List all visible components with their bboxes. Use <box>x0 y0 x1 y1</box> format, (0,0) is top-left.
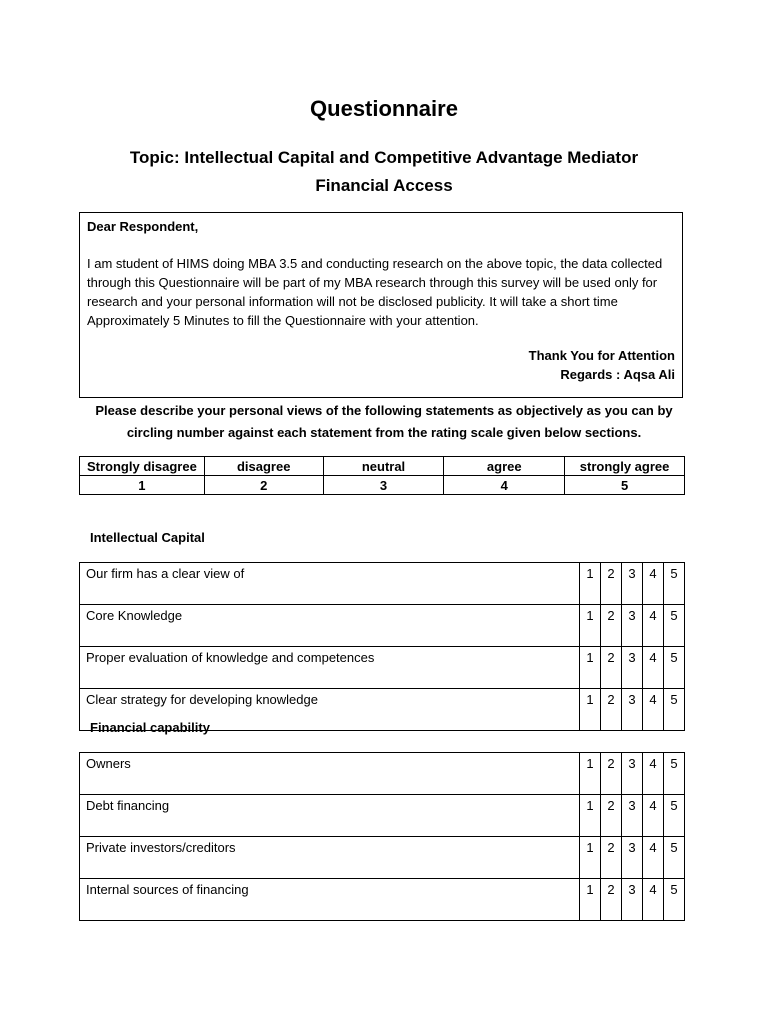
scale-label: strongly agree <box>565 457 685 476</box>
rating-option[interactable]: 3 <box>622 605 643 647</box>
rating-option[interactable]: 4 <box>643 689 664 731</box>
rating-option[interactable]: 4 <box>643 795 664 837</box>
rating-option[interactable]: 4 <box>643 563 664 605</box>
rating-option[interactable]: 4 <box>643 837 664 879</box>
question-row <box>80 563 685 605</box>
rating-option[interactable]: 4 <box>643 647 664 689</box>
question-row <box>80 647 685 689</box>
topic-line-1: Topic: Intellectual Capital and Competitive Advantage Mediator <box>129 148 639 167</box>
rating-option[interactable]: 2 <box>601 753 622 795</box>
question-row <box>80 605 685 647</box>
rating-option[interactable]: 3 <box>622 795 643 837</box>
rating-option[interactable]: 1 <box>580 689 601 731</box>
rating-option[interactable]: 3 <box>622 689 643 731</box>
letter-body: I am student of HIMS doing MBA 3.5 and conducting research on the above topic, the data collected through this Questionnaire will be part of my MBA research through this survey will be used only for research and your personal information will not be disclosed publicity. It will take a short time Approximately 5 Minutes to fill the Questionnaire with your attention. <box>87 256 663 328</box>
question-text: Owners <box>80 753 580 795</box>
question-text: Proper evaluation of knowledge and competences <box>80 647 580 689</box>
rating-scale-table <box>79 456 685 495</box>
scale-value: 1 <box>80 476 205 495</box>
rating-option[interactable]: 2 <box>601 647 622 689</box>
rating-option[interactable]: 2 <box>601 837 622 879</box>
scale-label: disagree <box>204 457 323 476</box>
scale-value-row <box>80 476 685 495</box>
respondent-letter <box>79 212 683 398</box>
rating-option[interactable]: 5 <box>664 753 685 795</box>
question-row <box>80 795 685 837</box>
rating-option[interactable]: 3 <box>622 879 643 921</box>
rating-option[interactable]: 3 <box>622 753 643 795</box>
question-text: Internal sources of financing <box>80 879 580 921</box>
topic-heading <box>100 144 668 200</box>
rating-option[interactable]: 1 <box>580 647 601 689</box>
scale-value: 3 <box>323 476 444 495</box>
rating-option[interactable]: 3 <box>622 837 643 879</box>
rating-option[interactable]: 4 <box>643 605 664 647</box>
page-title: Questionnaire <box>310 96 458 121</box>
scale-label-row <box>80 457 685 476</box>
rating-option[interactable]: 1 <box>580 605 601 647</box>
rating-option[interactable]: 1 <box>580 563 601 605</box>
rating-option[interactable]: 2 <box>601 689 622 731</box>
intellectual-capital-table <box>79 562 685 731</box>
letter-thanks: Thank You for Attention <box>528 348 675 363</box>
rating-option[interactable]: 2 <box>601 563 622 605</box>
rating-option[interactable]: 5 <box>664 795 685 837</box>
rating-option[interactable]: 2 <box>601 605 622 647</box>
rating-option[interactable]: 5 <box>664 563 685 605</box>
rating-option[interactable]: 5 <box>664 879 685 921</box>
question-row <box>80 753 685 795</box>
financial-capability-table <box>79 752 685 921</box>
rating-option[interactable]: 1 <box>580 795 601 837</box>
rating-option[interactable]: 1 <box>580 879 601 921</box>
rating-option[interactable]: 5 <box>664 647 685 689</box>
scale-value: 4 <box>444 476 565 495</box>
rating-option[interactable]: 2 <box>601 879 622 921</box>
rating-option[interactable]: 3 <box>622 563 643 605</box>
scale-label: agree <box>444 457 565 476</box>
question-text: Our firm has a clear view of <box>80 563 580 605</box>
rating-option[interactable]: 1 <box>580 753 601 795</box>
question-text: Clear strategy for developing knowledge <box>80 689 580 731</box>
rating-option[interactable]: 4 <box>643 879 664 921</box>
question-text: Private investors/creditors <box>80 837 580 879</box>
rating-option[interactable]: 3 <box>622 647 643 689</box>
letter-regards: Regards : Aqsa Ali <box>560 367 675 382</box>
section-label-financial-capability: Financial capability <box>90 720 210 735</box>
rating-option[interactable]: 1 <box>580 837 601 879</box>
rating-option[interactable]: 2 <box>601 795 622 837</box>
section-label-intellectual-capital: Intellectual Capital <box>90 530 205 545</box>
scale-value: 5 <box>565 476 685 495</box>
rating-option[interactable]: 5 <box>664 837 685 879</box>
scale-value: 2 <box>204 476 323 495</box>
topic-line-2: Financial Access <box>315 176 453 195</box>
rating-option[interactable]: 5 <box>664 605 685 647</box>
letter-greeting: Dear Respondent, <box>87 219 199 234</box>
question-row <box>80 837 685 879</box>
question-text: Core Knowledge <box>80 605 580 647</box>
rating-option[interactable]: 4 <box>643 753 664 795</box>
question-row <box>80 879 685 921</box>
scale-label: Strongly disagree <box>80 457 205 476</box>
question-text: Debt financing <box>80 795 580 837</box>
instructions: Please describe your personal views of the following statements as objectively as you can by circling number against each statement from the rating scale given below sections. <box>95 403 673 440</box>
scale-label: neutral <box>323 457 444 476</box>
rating-option[interactable]: 5 <box>664 689 685 731</box>
